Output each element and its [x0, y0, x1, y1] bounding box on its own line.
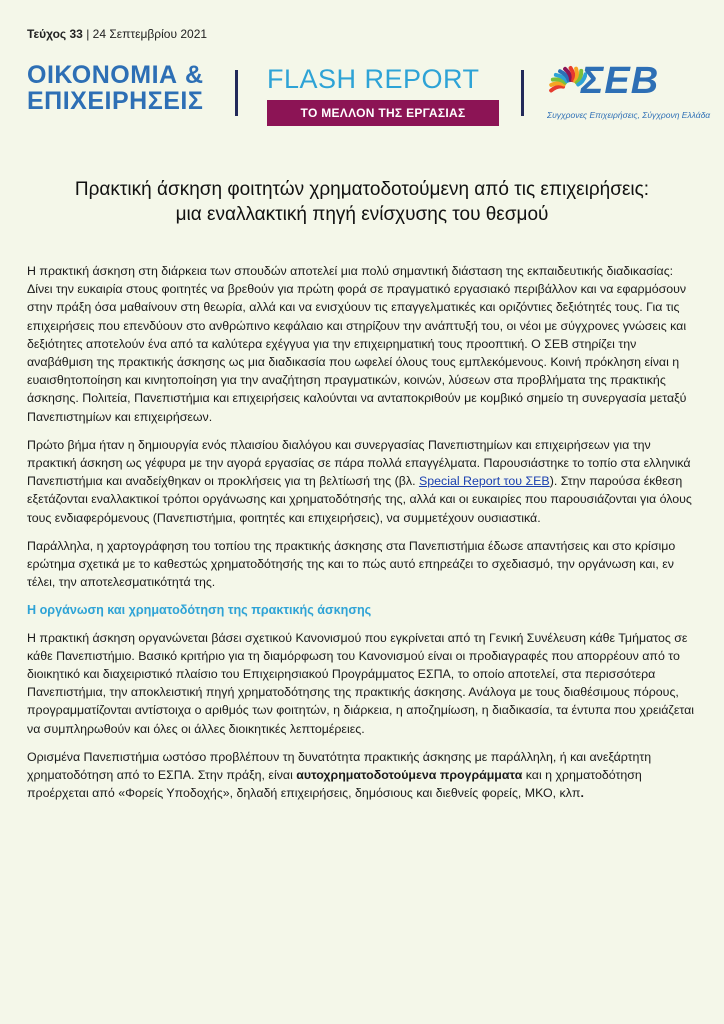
logo-burst-ray	[575, 69, 577, 82]
paragraph-text: Ορισμένα Πανεπιστήμια ωστόσο προβλέπουν τη δυνατότητα πρακτικής άσκησης με παράλληλη, ή και ανεξάρτητη χρηματοδότηση από το ΕΣΠΑ. Στην πράξη, είναι	[27, 749, 652, 783]
special-report-link[interactable]: Special Report του ΣΕΒ	[418, 474, 550, 489]
article-body	[27, 262, 697, 812]
article-title-line-2: μια εναλλακτική πηγή ενίσχυσης του θεσμού	[175, 204, 549, 225]
logo-burst-ray	[551, 86, 563, 90]
seb-wordmark: ΣΕΒ	[581, 60, 660, 102]
paragraph: Η πρακτική άσκηση στη διάρκεια των σπουδών αποτελεί μια πολύ σημαντική διάσταση της εκπαιδευτικής διαδικασίας: Δίνει την ευκαιρία στους φοιτητές να βρεθούν για πρώτη φορά σε πραγματικό εργασιακό περιβάλλον και να εφαρμόσουν στην πράξη όσα μαθαίνουν στη θεωρία, αλλά και να ενισχύουν τις επαγγελματικές και οριζόντιες δεξιότητές τους. Για τις επιχειρήσεις που επενδύουν στο ανθρώπινο κεφάλαιο και στηρίζουν την ανάπτυξή του, οι νέοι με σύγχρονες γνώσεις και δεξιότητες αποτελούν ένα από τα καλύτερα εχέγγυα για την επιχειρηματική τους προοπτική. Ο ΣΕΒ στηρίζει την αναβάθμιση της πρακτικής άσκησης ως μια διαδικασία που ωφελεί όλους τους εμπλεκόμενους. Κοινή πρόκληση είναι η ευαισθητοποίηση και κινητοποίηση για την αναζήτηση πραγματικών, κοινών, λύσεων στα προβλήματα της πρακτικής άσκησης. Πολιτεία, Πανεπιστήμια και επιχειρήσεις καλούνται να ανταποκριθούν με κομβικό σημείο τη συνεργασία μεταξύ Πανεπιστημίων και επιχειρήσεων.	[27, 264, 687, 424]
issue-number: Τεύχος 33	[27, 27, 83, 41]
paragraph: Παράλληλα, η χαρτογράφηση του τοπίου της πρακτικής άσκησης στα Πανεπιστήμια έδωσε απαντήσεις και στο κρίσιμο ερώτημα σχετικά με το καθεστώς χρηματοδότησής της και το πώς αυτό επηρεάζει το σχεδιασμό, την οργάνωση και, εν τέλει, την αποτελεσματικότητά της.	[27, 538, 676, 590]
brand-title	[27, 62, 204, 114]
paragraph	[27, 748, 697, 803]
issue-line	[27, 27, 207, 41]
bold-term: αυτοχρηματοδοτούμενα προγράμματα	[296, 768, 523, 783]
brand-line-1: ΟΙΚΟΝΟΜΙΑ &	[27, 61, 204, 89]
flash-report-tag: ΤΟ ΜΕΛΛΟΝ ΤΗΣ ΕΡΓΑΣΙΑΣ	[267, 100, 499, 126]
section-subheading: Η οργάνωση και χρηματοδότηση της πρακτικής άσκησης	[27, 603, 372, 618]
report-header	[27, 60, 711, 130]
logo-burst-ray	[551, 83, 564, 85]
issue-date: 24 Σεπτεμβρίου 2021	[92, 27, 208, 41]
header-divider	[235, 70, 238, 116]
seb-logo	[541, 60, 711, 126]
paragraph-text: και η χρηματοδότηση προέρχεται από «Φορείς Υποδοχής», δηλαδή επιχειρήσεις, δημόσιους και διεθνείς φορείς, ΜΚΟ, κλπ	[27, 768, 642, 801]
paragraph-end: .	[580, 786, 584, 801]
header-divider	[521, 70, 524, 116]
article-title	[0, 177, 724, 227]
brand-line-2: ΕΠΙΧΕΙΡΗΣΕΙΣ	[27, 87, 204, 115]
article-title-line-1: Πρακτική άσκηση φοιτητών χρηματοδοτούμενη από τις επιχειρήσεις:	[74, 179, 650, 200]
seb-tagline: Συγχρονες Επιχειρήσεις, Σύγχρονη Ελλάδα	[547, 110, 711, 120]
paragraph-text: ). Στην παρούσα έκθεση εξετάζονται εναλλακτικοί τρόποι οργάνωσης και χρηματοδότησής της, αλλά και οι ευκαιρίες που παρουσιάζονται για όλους τους ενδιαφερόμενους (Πανεπιστήμια, φοιτητές και επιχειρήσεις), να συμμετέχουν ουσιαστικά.	[27, 474, 692, 525]
paragraph-text: Πρώτο βήμα ήταν η δημιουργία ενός πλαισίου διαλόγου και συνεργασίας Πανεπιστημίων και επιχειρήσεων για την πρακτική άσκηση ως γέφυρα με την αγορά εργασίας σε πάρα πολλά επαγγέλματα. Παρουσιάστηκε το τοπίο στα ελληνικά Πανεπιστήμια και αναδείχθηκαν οι προκλήσεις για τη βελτίωσή της (βλ.	[27, 437, 691, 489]
paragraph: Η πρακτική άσκηση οργανώνεται βάσει σχετικού Κανονισμού που εγκρίνεται από τη Γενική Συνέλευση κάθε Τμήματος σε κάθε Πανεπιστήμιο. Βασικό κριτήριο για τη διαμόρφωση του Κανονισμού είναι οι προδιαγραφές που απορρέουν από το διοικητικό και διαχειριστικό πλαίσιο του Επιχειρησιακού Προγράμματος ΕΣΠΑ, το οποίο αποτελεί, στα περισσότερα Πανεπιστήμια, την αποκλειστική πηγή χρηματοδότησης της πρακτικής άσκησης. Ανάλογα με τους διαθέσιμους πόρους, προγραμματίζονται αντίστοιχα ο αριθμός των φοιτητών, η διάρκεια, η αποζημίωση, η διαδικασία, τα έντυπα που χρειάζεται να συμπληρωθούν και όλες οι άλλες διοικητικές λεπτομέρειες.	[27, 630, 695, 736]
paragraph	[27, 436, 697, 527]
flash-report-title: FLASH REPORT	[267, 64, 480, 94]
issue-separator: |	[82, 27, 93, 41]
